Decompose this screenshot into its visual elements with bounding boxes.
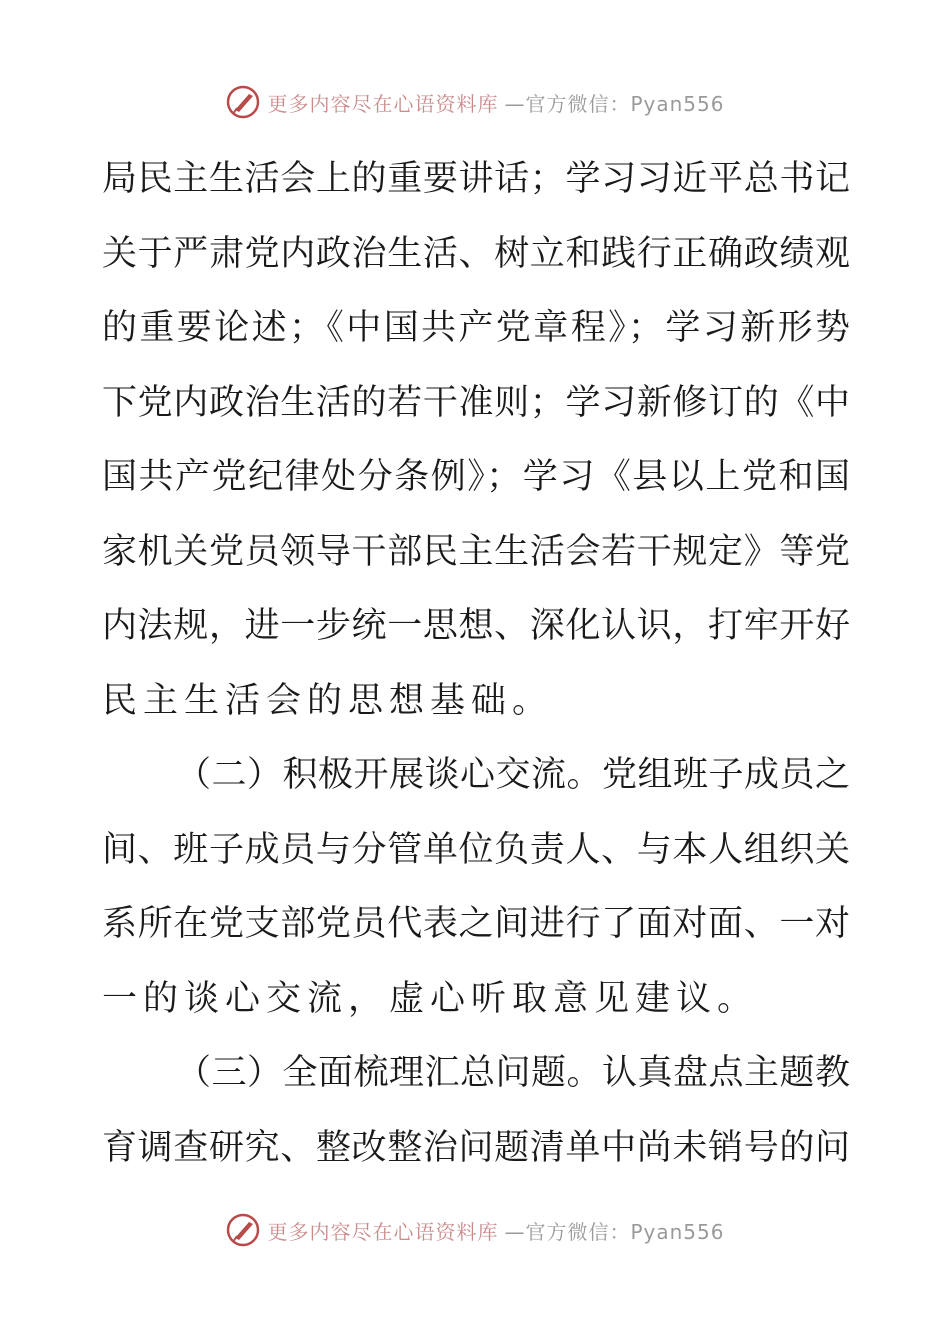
text-line-4: 下党内政治生活的若干准则；学习新修订的《中: [102, 382, 850, 423]
text-line-11: 系所在党支部党员代表之间进行了面对面、一对: [102, 904, 850, 944]
header-watermark: [0, 80, 950, 124]
footer-wechat-text: —官方微信：Pyan556: [504, 1219, 725, 1244]
header-wechat-text: —官方微信：Pyan556: [504, 91, 725, 116]
text-line-6: 家机关党员领导干部民主生活会若干规定》等党: [102, 531, 850, 572]
footer-watermark: [0, 1208, 950, 1252]
header-brand-text: 更多内容尽在心语资料库: [267, 91, 499, 116]
pen-logo-icon: [225, 1212, 261, 1248]
pen-logo-icon: [225, 84, 261, 120]
text-line-9: （二）积极开展谈心交流。党组班子成员之: [176, 755, 850, 795]
text-line-12: 一的谈心交流，虚心听取意见建议。: [102, 978, 759, 1019]
text-line-3: 的重要论述；《中国共产党章程》；学习新形势: [102, 308, 850, 348]
text-line-10: 间、班子成员与分管单位负责人、与本人组织关: [102, 829, 850, 870]
text-line-7: 内法规，进一步统一思想、深化认识，打牢开好: [102, 606, 850, 646]
text-line-5: 国共产党纪律处分条例》；学习《县以上党和国: [102, 457, 850, 497]
text-line-1: 局民主生活会上的重要讲话；学习习近平总书记: [102, 159, 850, 199]
text-line-8: 民主生活会的思想基础。: [102, 680, 554, 721]
footer-brand-text: 更多内容尽在心语资料库: [267, 1219, 499, 1244]
text-line-14: 育调查研究、整改整治问题清单中尚未销号的问: [102, 1127, 850, 1168]
text-line-2: 关于严肃党内政治生活、树立和践行正确政绩观: [102, 233, 850, 274]
text-line-13: （三）全面梳理汇总问题。认真盘点主题教: [176, 1053, 850, 1093]
document-body: [102, 142, 850, 1185]
